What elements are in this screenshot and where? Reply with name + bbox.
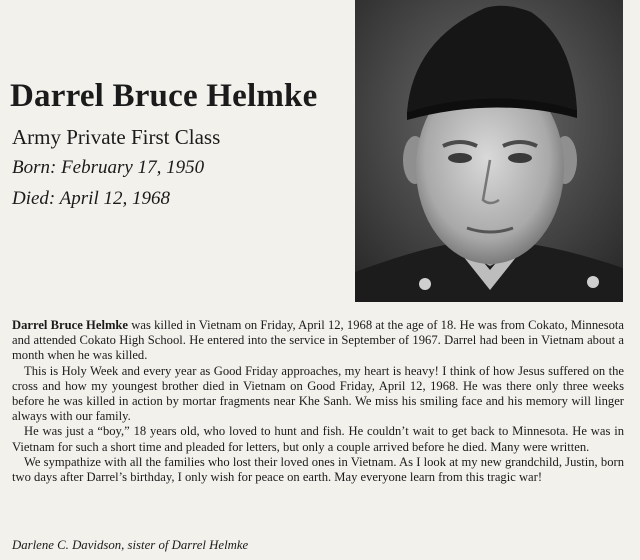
soldier-name-heading: Darrel Bruce Helmke xyxy=(10,78,318,114)
born-date: Born: February 17, 1950 xyxy=(12,157,205,178)
paragraph-1-text: was killed in Vietnam on Friday, April 12, 1968 at the age of 18. He was from Cokato, Minnesota and attended Cokato High School. He entered into the service in September of 1967. Darrel had been in Vietnam about a month when he was killed. xyxy=(12,318,624,363)
paragraph-4: We sympathize with all the families who lost their loved ones in Vietnam. As I look at my new grandchild, Justin, born two days after Darrel’s birthday, I only wish for peace on earth. May everyone learn from this tragic war! xyxy=(12,454,624,485)
lead-name: Darrel Bruce Helmke xyxy=(12,318,129,332)
paragraph-2: This is Holy Week and every year as Good Friday approaches, my heart is heavy! I think of how Jesus suffered on the cross and how my youngest brother died in Vietnam on Good Friday, April 12, 1968. He was there only three weeks before he was killed in action by mortar fragments near Khe Sanh. We miss his smiling face and his memory will linger always with our family. xyxy=(12,363,624,424)
portrait-illustration xyxy=(355,0,623,302)
memorial-text xyxy=(12,318,624,485)
paragraph-3: He was just a “boy,” 18 years old, who loved to hunt and fish. He couldn’t wait to get back to Minnesota. He was in Vietnam for such a short time and pleaded for letters, but only a couple arrived before he died. Many were written. xyxy=(12,424,624,454)
portrait-photo xyxy=(355,0,623,302)
died-date: Died: April 12, 1968 xyxy=(12,188,170,209)
signature-line: Darlene C. Davidson, sister of Darrel Helmke xyxy=(12,538,249,552)
rank-subtitle: Army Private First Class xyxy=(12,125,221,149)
paragraph-1 xyxy=(12,318,624,364)
